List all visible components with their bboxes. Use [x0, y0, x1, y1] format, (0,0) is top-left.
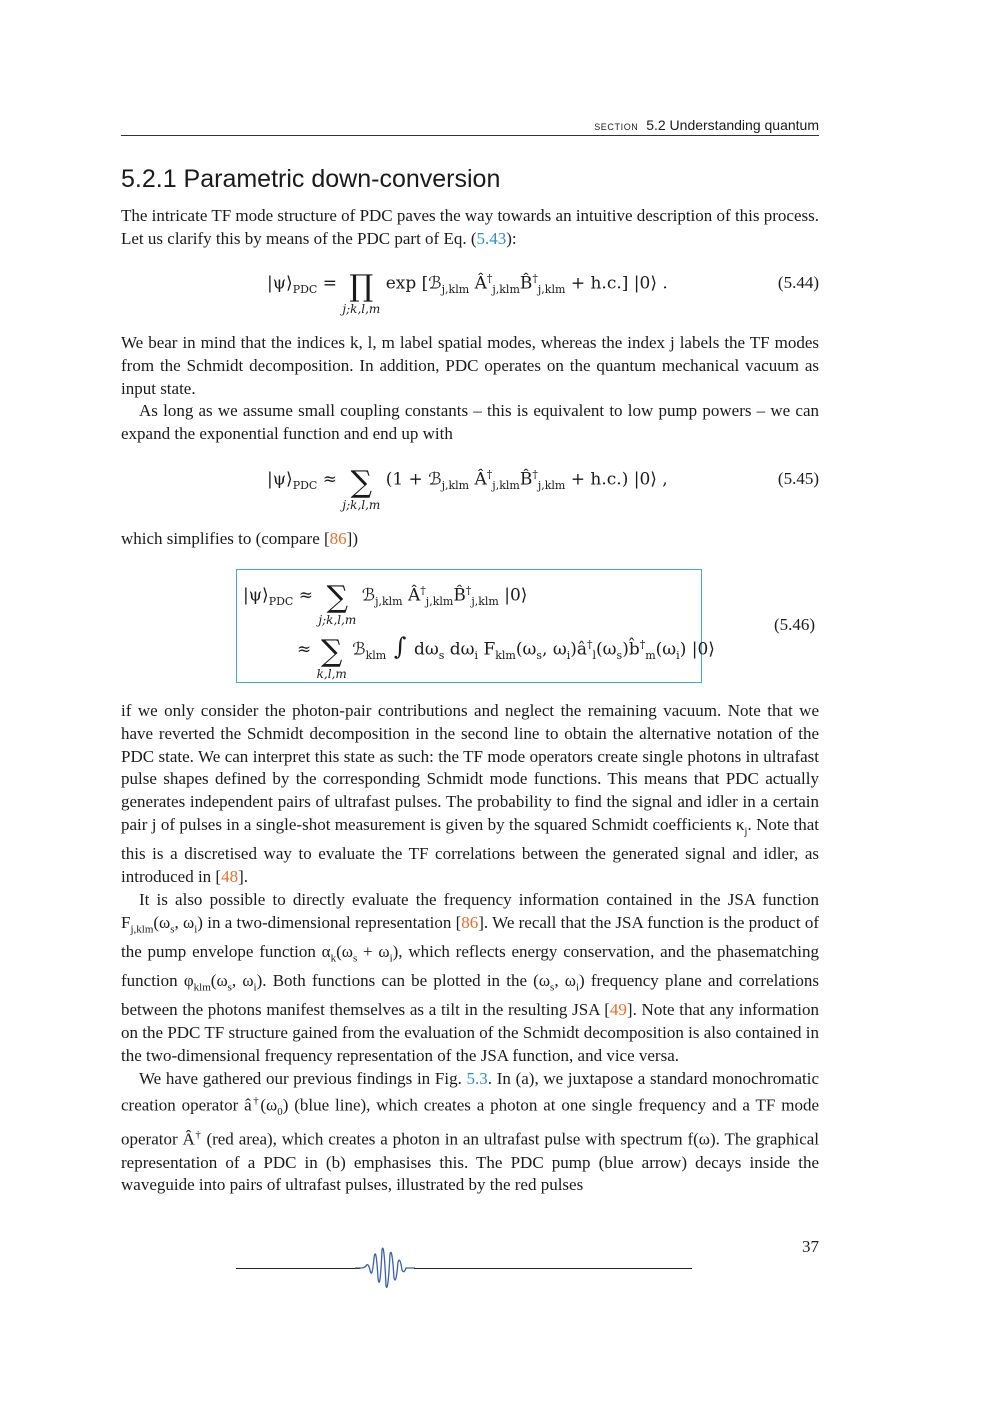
- eq545-lhs: |ψ⟩: [267, 469, 293, 490]
- para6-ws4: s: [550, 981, 555, 994]
- para7-text-b2: (ω: [260, 1095, 278, 1115]
- eq545-a-sub: j,klm: [492, 478, 520, 492]
- eq545-a-sup: †: [486, 467, 493, 481]
- para6-alpha-sub: k: [330, 952, 337, 965]
- product-symbol: ∏: [349, 269, 374, 304]
- paragraph-1: [121, 205, 819, 251]
- eq546-dws: dω: [413, 639, 439, 660]
- para6-text-b6: , ω: [231, 970, 254, 990]
- para6-text-a2: (ω: [153, 912, 171, 932]
- footer-rule-right: [414, 1268, 692, 1269]
- eq546-dwi-sub: i: [474, 648, 479, 662]
- eq546-args: (ω: [515, 639, 537, 660]
- eq546-sum-2: [316, 634, 347, 681]
- para6-F-sub: j,klm: [130, 922, 154, 935]
- eq545-lhs-sub: PDC: [292, 478, 318, 492]
- eq-ref-5-43[interactable]: 5.43: [476, 228, 507, 248]
- eq546-b-sup: †: [465, 583, 472, 597]
- citation-48[interactable]: 48: [221, 866, 239, 886]
- eq546-row2-coef: ℬ: [352, 639, 366, 660]
- citation-49[interactable]: 49: [609, 1000, 627, 1020]
- eq546-row-2: [297, 628, 715, 681]
- para7-text-b: . In (a), we juxtapose a standard monochromatic creation operator â: [121, 1068, 819, 1115]
- eq546-b-arg-i: i: [676, 648, 680, 662]
- eq545-sum: [342, 465, 381, 512]
- eq545-b-sup: †: [532, 467, 538, 481]
- eq546-a-arg: (ω: [596, 639, 617, 660]
- sum-symbol: ∑: [326, 580, 349, 615]
- para6-wi4: i: [575, 981, 579, 994]
- eq544-product: [342, 269, 381, 316]
- eq546-dwi: dω: [444, 639, 475, 660]
- para6-text-b: ]. We recall that the JSA function is the product of the pump envelope function α: [121, 912, 819, 961]
- sum-symbol: ∑: [321, 634, 343, 669]
- para5-kappa-sub: j: [744, 825, 748, 838]
- para6-text-b9: ) frequency plane and correlations between the photons manifest themselves as a tilt in the resulting JSA [: [121, 970, 819, 1020]
- eq546-b-lower-sup: †: [639, 637, 646, 651]
- para5-text-a: if we only consider the photon-pair contributions and neglect the remaining vacuum. Note that we have reverted the Schmidt decomposition in the second line to obtain the alternative notation of the PDC state. We can interpret this state as such: the TF mode operators create single photons in ultrafast pulse shapes defined by the corresponding Schmidt mode functions. This means that PDC actually generates independent pairs of ultrafast pulses. The probability to find the signal and idler in a certain pair j of pulses in a single-shot measurement is given by the squared Schmidt coefficients κ: [121, 701, 819, 834]
- eq544-prod-limit: j;k,l,m: [342, 302, 381, 316]
- footer-rule-left: [236, 1268, 360, 1269]
- eq546-lhs: |ψ⟩: [243, 585, 269, 606]
- eq546-F: F: [478, 639, 496, 660]
- eq545-a-op: Â: [469, 469, 487, 490]
- para7-text-b3: ) (blue line), which creates a photon at one single frequency and a TF mode operator Â: [121, 1095, 819, 1149]
- eq546-b-coef-sub: j,klm: [375, 594, 403, 608]
- eq544-eq: =: [317, 273, 343, 294]
- para6-text-b8: , ω: [554, 970, 576, 990]
- eq544-body-sub: j,klm: [441, 282, 470, 296]
- para7-text-a: We have gathered our previous findings in Fig.: [139, 1068, 467, 1088]
- eq546-sum-1: [318, 580, 357, 627]
- eq546-row-1: [243, 574, 528, 627]
- para7-text-c: (red area), which creates a photon in an ultrafast pulse with spectrum f(ω). The graphical representation of a PDC in (b) emphasises this. The PDC pump (blue arrow) decays inside the waveguide into pairs of ultrafast pulses, illustrated by the red pulses: [121, 1129, 820, 1195]
- para1-text-a: The intricate TF mode structure of PDC paves the way towards an intuitive description of this process. Let us clarify this by means of the PDC part of Eq. (: [121, 206, 819, 248]
- eq546-a-op: Â: [402, 585, 421, 606]
- para2-text: We bear in mind that the indices k, l, m label spatial modes, whereas the index j labels the TF modes from the Schmidt decomposition. In addition, PDC operates on the quantum mechanical vacuum as input state.: [121, 333, 819, 398]
- para6-text-a: It is also possible to directly evaluate the frequency information contained in the JSA function F: [121, 889, 819, 932]
- para6-wi2: i: [389, 952, 393, 965]
- page-number: 37: [802, 1237, 819, 1256]
- para5-text-c: ].: [238, 866, 249, 886]
- eq546-args-end: ): [570, 639, 577, 660]
- header-rule: [121, 135, 819, 136]
- eq544-body: exp [ℬ: [385, 273, 442, 294]
- integral-symbol: ∫: [386, 632, 414, 661]
- eq544-b-sub: j,klm: [537, 282, 566, 296]
- section-title: 5.2.1 Parametric down-conversion: [121, 165, 501, 193]
- eq546-sum-1-limit: j;k,l,m: [318, 613, 357, 627]
- eq544-a-sup: †: [486, 271, 493, 285]
- citation-86[interactable]: 86: [461, 912, 479, 932]
- para7-sup1: †: [251, 1095, 261, 1108]
- sum-symbol: ∑: [350, 465, 373, 500]
- eq546-b-coef: ℬ: [361, 585, 376, 606]
- eq544-b-op: B̂: [519, 273, 533, 294]
- running-head-section-word: section: [594, 118, 639, 133]
- paragraph-2: [121, 332, 819, 446]
- eq545-approx: ≈: [317, 469, 343, 490]
- eq544-tail: + h.c.] |0⟩ .: [565, 273, 668, 294]
- eq546-b-lower-sub: m: [645, 648, 656, 662]
- wave-packet-icon: [355, 1240, 415, 1296]
- running-head-title: 5.2 Understanding quantum: [646, 117, 819, 133]
- eq545-b-op: B̂: [519, 469, 533, 490]
- para6-ws3: s: [227, 981, 232, 994]
- eq546-a-lower-sub: l: [592, 648, 597, 662]
- eq546-a-arg-s: s: [616, 648, 623, 662]
- eq546-b-op: B̂: [453, 585, 466, 606]
- para6-wi3: i: [253, 981, 257, 994]
- figure-ref-5-3[interactable]: 5.3: [466, 1068, 488, 1088]
- eq546-args-i: i: [566, 648, 571, 662]
- para4-text-a: which simplifies to (compare [: [121, 529, 330, 548]
- eq546-sum-2-limit: k,l,m: [316, 667, 347, 681]
- eq544-a-sub: j,klm: [492, 282, 520, 296]
- para6-text-b4: ), which reflects energy conservation, and the phasematching function φ: [121, 941, 819, 990]
- equation-5-44: [121, 262, 819, 322]
- eq546-b-arg-end: ) |0⟩: [679, 639, 715, 660]
- eq545-body: (1 + ℬ: [385, 469, 442, 490]
- eq546-a-lower: â: [576, 639, 588, 660]
- para6-phi-sub: klm: [193, 981, 211, 994]
- eq544-a-op: Â: [469, 273, 487, 294]
- para1-text-b: ):: [506, 228, 517, 248]
- para6-text-b7: ). Both functions can be plotted in the (ω: [256, 970, 551, 990]
- equation-5-45: [121, 458, 819, 518]
- para4-text-b: ]): [346, 529, 358, 548]
- para6-text-b3: + ω: [357, 941, 390, 961]
- para7-w0: 0: [277, 1106, 283, 1119]
- para6-text-c: ]. Note that any information on the PDC TF structure gained from the evaluation of the Schmidt decomposition is also contained in the two-dimensional frequency representation of the JSA function, and vice versa.: [121, 1000, 819, 1065]
- eq546-F-sub: klm: [495, 648, 516, 662]
- eq546-args-s: s: [536, 648, 543, 662]
- eq545-b-sub: j,klm: [537, 478, 566, 492]
- eq546-row2-coef-sub: klm: [365, 648, 387, 662]
- eq546-args-mid: , ω: [542, 639, 567, 660]
- para6-text-a4: ) in a two-dimensional representation [: [197, 912, 462, 932]
- eq544-number: (5.44): [777, 273, 819, 292]
- para7-sup2: †: [194, 1129, 202, 1142]
- eq546-approx-1: ≈: [293, 585, 319, 606]
- para6-text-b5: (ω: [210, 970, 228, 990]
- para6-text-b2: (ω: [336, 941, 353, 961]
- eq546-row1-tail: |0⟩: [498, 585, 528, 606]
- eq544-lhs-sub: PDC: [292, 282, 318, 296]
- eq546-lhs-sub: PDC: [268, 594, 294, 608]
- eq546-number: (5.46): [774, 615, 816, 634]
- eq545-sum-limit: j;k,l,m: [342, 498, 381, 512]
- eq546-approx-2: ≈: [297, 639, 317, 660]
- eq546-b-sub: j,klm: [471, 594, 499, 608]
- eq544-b-sup: †: [532, 271, 538, 285]
- para6-ws: s: [170, 922, 175, 935]
- equation-5-46-box: [236, 569, 715, 683]
- eq545-body-sub: j,klm: [441, 478, 470, 492]
- para6-ws2: s: [352, 952, 358, 965]
- paragraph-5: [121, 700, 819, 1197]
- para5-text-b: . Note that this is a discretised way to evaluate the TF correlations between the generated signal and idler, as introduced in [: [121, 814, 819, 886]
- eq546-b-arg: (ω: [655, 639, 677, 660]
- eq546-a-sup: †: [420, 583, 426, 597]
- eq545-tail: + h.c.) |0⟩ ,: [565, 469, 668, 490]
- para6-text-a3: , ω: [174, 912, 195, 932]
- para3-text: As long as we assume small coupling constants – this is equivalent to low pump powers – we can expand the exponential function and end up with: [121, 401, 819, 444]
- eq546-a-arg-end: ): [622, 639, 629, 660]
- paragraph-4: [121, 528, 819, 551]
- eq546-dws-sub: s: [438, 648, 445, 662]
- running-head: [121, 116, 819, 135]
- eq546-b-lower: b̂: [628, 639, 640, 660]
- eq544-lhs: |ψ⟩: [267, 273, 293, 294]
- citation-86[interactable]: 86: [329, 529, 347, 548]
- eq546-a-lower-sup: †: [587, 637, 593, 651]
- eq545-number: (5.45): [777, 469, 819, 488]
- eq546-a-sub: j,klm: [425, 594, 454, 608]
- para6-wi: i: [194, 922, 198, 935]
